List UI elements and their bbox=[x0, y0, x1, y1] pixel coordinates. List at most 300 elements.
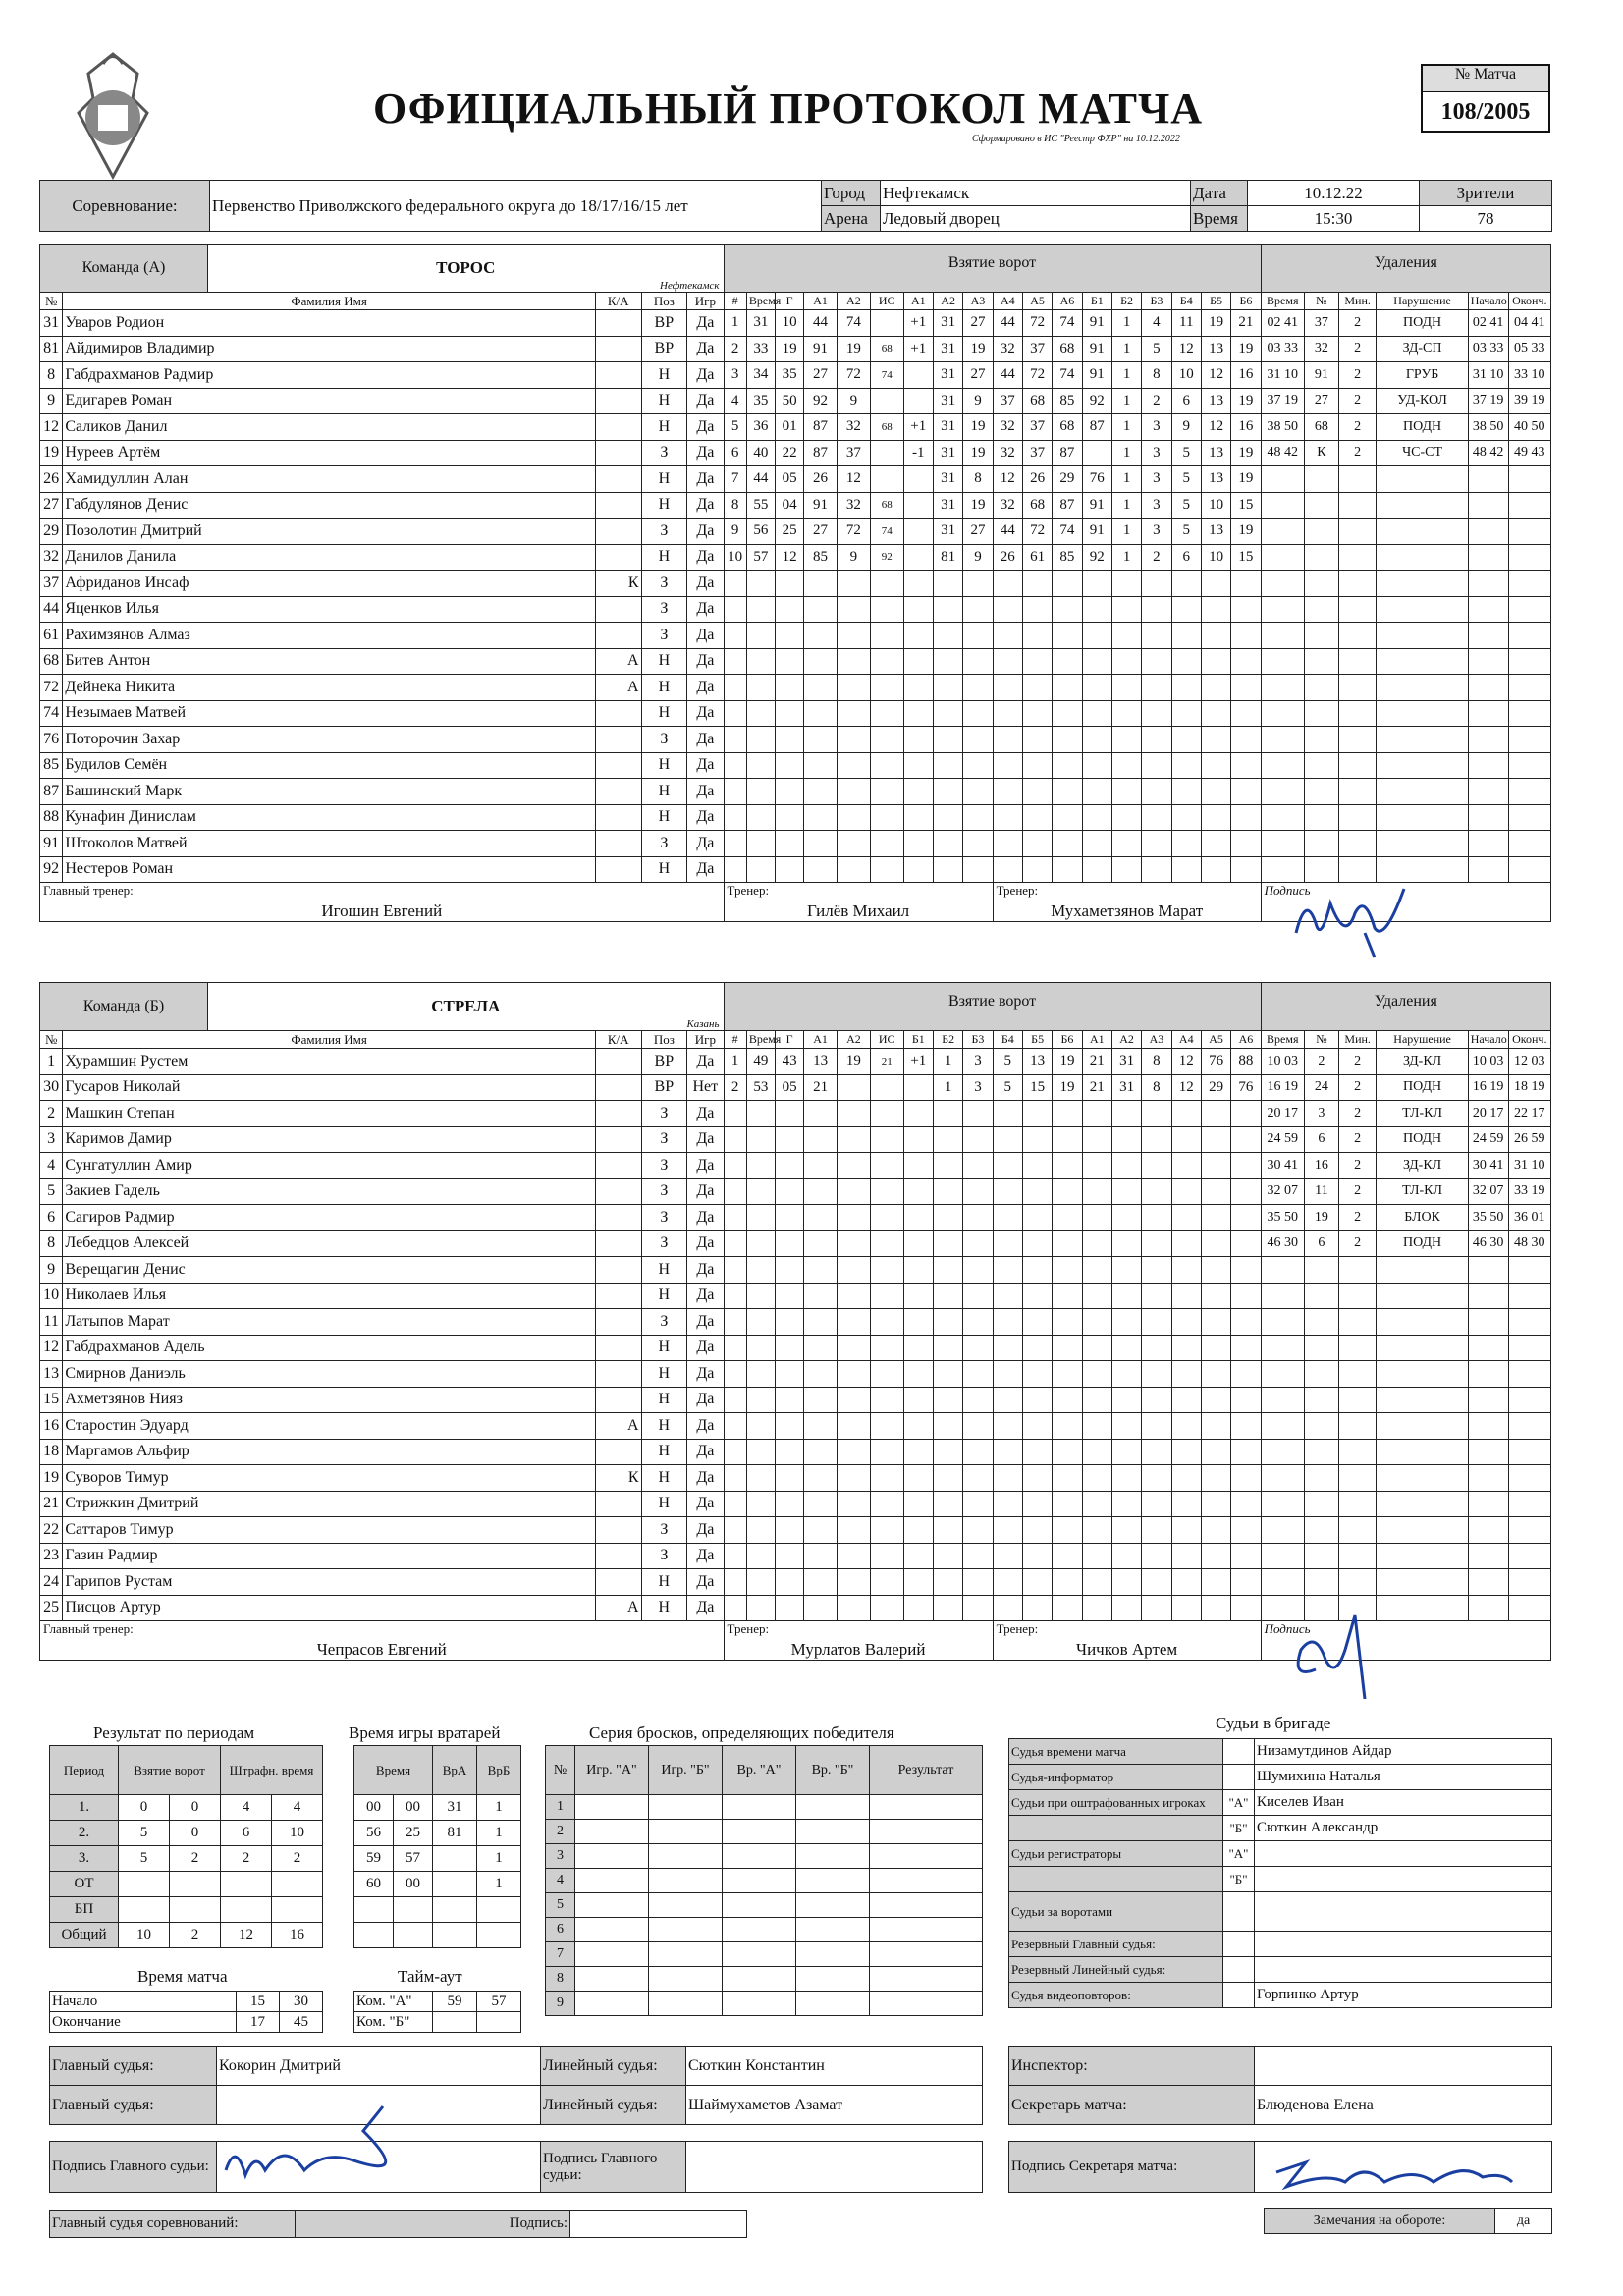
goal-cell bbox=[1022, 1257, 1052, 1284]
penalty-cell bbox=[1338, 1439, 1377, 1465]
penalty-min: 32 bbox=[1472, 1183, 1487, 1199]
goal-cell bbox=[746, 1569, 775, 1596]
penalty-min: 04 bbox=[1514, 314, 1529, 330]
goal-cell bbox=[776, 1543, 804, 1569]
player-row bbox=[40, 1126, 1551, 1153]
goal-cell bbox=[963, 675, 993, 701]
goal-cell: 27 bbox=[963, 310, 993, 337]
goal-cell bbox=[724, 700, 746, 727]
team-name: СТРЕЛА bbox=[431, 997, 501, 1015]
goal-cell: 35 bbox=[746, 388, 775, 414]
goal-cell bbox=[1171, 700, 1201, 727]
penalty-cell bbox=[1468, 1126, 1508, 1153]
penalty-cell bbox=[1304, 1257, 1338, 1284]
period-cell: ОТ bbox=[50, 1872, 119, 1897]
penalty-cell: ПОДН bbox=[1377, 310, 1468, 337]
referee-role: Судьи за воротами bbox=[1009, 1892, 1223, 1932]
goal-cell bbox=[746, 1283, 775, 1309]
goal-cell bbox=[746, 727, 775, 753]
penalty-cell bbox=[1468, 1543, 1508, 1569]
goal-cell bbox=[804, 1178, 838, 1205]
penalty-cell bbox=[1261, 1491, 1304, 1517]
player-played: Да bbox=[687, 1361, 724, 1388]
goal-cell bbox=[1171, 1361, 1201, 1388]
goal-cell bbox=[1142, 727, 1171, 753]
shootout-cell bbox=[649, 1992, 723, 2016]
team-label: Команда (Б) bbox=[40, 983, 208, 1030]
player-name: Смирнов Даниэль bbox=[63, 1361, 596, 1388]
match-end-h: 17 bbox=[237, 2012, 280, 2033]
goal-cell: -1 bbox=[903, 440, 933, 466]
player-played: Нет bbox=[687, 1074, 724, 1101]
goal-col: А2 bbox=[1111, 1031, 1141, 1049]
penalty-cell: ЗД-КЛ bbox=[1377, 1153, 1468, 1179]
player-role bbox=[595, 1387, 641, 1413]
page-title: ОФИЦИАЛЬНЫЙ ПРОТОКОЛ МАТЧА bbox=[373, 84, 1204, 133]
goal-cell bbox=[933, 1595, 962, 1621]
penalty-cell bbox=[1261, 1309, 1304, 1336]
goal-cell bbox=[870, 310, 903, 337]
penalty-cell bbox=[1508, 675, 1550, 701]
penalty-cell bbox=[1261, 1126, 1304, 1153]
goal-cell bbox=[870, 1491, 903, 1517]
goal-cell bbox=[776, 1439, 804, 1465]
goal-cell bbox=[870, 1387, 903, 1413]
player-position: Н bbox=[641, 1257, 687, 1284]
player-name: Стрижкин Дмитрий bbox=[63, 1491, 596, 1517]
goal-cell bbox=[1053, 804, 1082, 831]
penalty-min: 37 bbox=[1472, 393, 1487, 409]
goal-cell bbox=[804, 1205, 838, 1231]
goal-cell: 13 bbox=[1201, 388, 1230, 414]
goal-cell: 72 bbox=[1022, 519, 1052, 545]
penalty-cell bbox=[1304, 779, 1338, 805]
period-row bbox=[50, 1846, 323, 1872]
shootout-cell bbox=[575, 1942, 649, 1967]
goal-cell bbox=[870, 1543, 903, 1569]
goal-cell bbox=[1201, 1491, 1230, 1517]
goal-cell bbox=[933, 675, 962, 701]
goal-col: Б6 bbox=[1231, 293, 1261, 310]
goal-cell: 37 bbox=[993, 388, 1022, 414]
player-name: Яценков Илья bbox=[63, 596, 596, 623]
shootout-cell bbox=[723, 1820, 796, 1844]
match-number-label: № Матча bbox=[1423, 66, 1548, 92]
player-row bbox=[40, 1205, 1551, 1231]
goalie-row bbox=[354, 1923, 521, 1948]
player-played: Да bbox=[687, 648, 724, 675]
goal-cell bbox=[963, 1153, 993, 1179]
col-play: Игр bbox=[687, 293, 724, 310]
penalty-sec: 42 bbox=[1283, 445, 1298, 461]
goal-cell bbox=[903, 779, 933, 805]
goal-cell bbox=[870, 1595, 903, 1621]
goal-cell bbox=[1201, 1153, 1230, 1179]
goal-cell bbox=[903, 675, 933, 701]
goal-cell bbox=[1142, 831, 1171, 857]
goal-cell bbox=[776, 1126, 804, 1153]
penalty-cell: УД-КОЛ bbox=[1377, 388, 1468, 414]
penalty-cell bbox=[1377, 675, 1468, 701]
pen-col: № bbox=[1304, 293, 1338, 310]
penalty-cell: 32 bbox=[1304, 336, 1338, 362]
player-row bbox=[40, 1361, 1551, 1388]
goal-cell bbox=[1231, 1491, 1261, 1517]
goal-cell bbox=[804, 1413, 838, 1440]
goal-cell bbox=[746, 779, 775, 805]
goal-cell: 44 bbox=[993, 310, 1022, 337]
periods-table bbox=[49, 1745, 323, 1948]
penalty-cell bbox=[1261, 362, 1304, 389]
goal-cell bbox=[933, 1101, 962, 1127]
player-row bbox=[40, 310, 1551, 337]
goal-cell bbox=[724, 623, 746, 649]
penalty-cell: 2 bbox=[1338, 1101, 1377, 1127]
player-position: Н bbox=[641, 1569, 687, 1596]
goal-cell bbox=[724, 1205, 746, 1231]
period-cell bbox=[272, 1897, 323, 1923]
penalty-cell bbox=[1377, 544, 1468, 571]
date-value: 10.12.22 bbox=[1248, 181, 1420, 206]
goal-cell bbox=[1142, 1205, 1171, 1231]
head-coach-label: Главный тренер: bbox=[43, 883, 134, 898]
goal-cell: 91 bbox=[1082, 362, 1111, 389]
penalty-sec: 10 bbox=[1531, 366, 1545, 382]
player-role bbox=[595, 856, 641, 883]
goal-cell: 05 bbox=[776, 1074, 804, 1101]
goal-cell bbox=[1111, 675, 1141, 701]
goal-cell bbox=[870, 596, 903, 623]
goal-cell bbox=[1171, 1387, 1201, 1413]
goal-cell bbox=[1201, 1517, 1230, 1544]
goal-cell: 4 bbox=[1142, 310, 1171, 337]
goal-cell bbox=[1053, 1361, 1082, 1388]
shootout-cell bbox=[870, 1918, 983, 1942]
goal-cell bbox=[804, 1153, 838, 1179]
player-role: А bbox=[595, 648, 641, 675]
goal-cell bbox=[1082, 1517, 1111, 1544]
match-time-title: Время матча bbox=[137, 1967, 228, 1986]
player-row bbox=[40, 596, 1551, 623]
period-row bbox=[50, 1923, 323, 1948]
goalie-time-title: Время игры вратарей bbox=[349, 1723, 501, 1742]
penalty-cell bbox=[1468, 1049, 1508, 1075]
goal-cell bbox=[837, 779, 870, 805]
referee-row bbox=[1009, 1983, 1552, 2008]
goal-cell bbox=[1201, 804, 1230, 831]
sig-main-ref-label-2: Подпись Главного судьи: bbox=[541, 2142, 686, 2193]
penalty-cell bbox=[1508, 1178, 1550, 1205]
shootout-num: 8 bbox=[546, 1967, 575, 1992]
goal-cell bbox=[870, 1517, 903, 1544]
goal-cell bbox=[963, 1101, 993, 1127]
goal-cell: 68 bbox=[870, 336, 903, 362]
penalty-cell bbox=[1338, 1361, 1377, 1388]
goal-cell bbox=[933, 623, 962, 649]
goal-cell: 40 bbox=[746, 440, 775, 466]
shootout-table bbox=[545, 1745, 983, 2016]
sig-main-ref-label: Подпись Главного судьи: bbox=[50, 2142, 217, 2193]
sig-secretary-label: Подпись Секретаря матча: bbox=[1009, 2142, 1255, 2193]
arena-value: Ледовый дворец bbox=[881, 206, 1191, 232]
goal-cell bbox=[775, 700, 803, 727]
penalty-cell bbox=[1508, 1101, 1550, 1127]
goal-cell: 29 bbox=[1201, 1074, 1230, 1101]
penalty-cell bbox=[1304, 623, 1338, 649]
penalty-cell bbox=[1508, 571, 1550, 597]
goal-cell bbox=[1201, 1387, 1230, 1413]
shootout-cell bbox=[796, 1893, 870, 1918]
player-role bbox=[595, 804, 641, 831]
penalty-min: 39 bbox=[1514, 393, 1529, 409]
penalty-cell bbox=[1508, 1439, 1550, 1465]
goal-cell bbox=[837, 752, 870, 779]
player-name: Верещагин Денис bbox=[63, 1257, 596, 1284]
goal-cell bbox=[933, 700, 962, 727]
goal-cell: 15 bbox=[1231, 492, 1261, 519]
goal-cell bbox=[903, 1126, 933, 1153]
player-played: Да bbox=[687, 804, 724, 831]
goal-cell bbox=[724, 1178, 746, 1205]
goal-cell: 55 bbox=[746, 492, 775, 519]
goal-cell bbox=[1022, 1178, 1052, 1205]
penalty-min: 16 bbox=[1472, 1079, 1487, 1095]
player-position: З bbox=[641, 831, 687, 857]
goal-cell: 32 bbox=[993, 414, 1022, 441]
goal-cell bbox=[1142, 596, 1171, 623]
player-position: Н bbox=[641, 1283, 687, 1309]
penalty-sec: 19 bbox=[1489, 393, 1504, 409]
goal-cell bbox=[724, 1465, 746, 1492]
penalty-sec: 33 bbox=[1531, 341, 1545, 356]
goals-title: Взятие ворот bbox=[724, 983, 1261, 1031]
penalty-cell bbox=[1377, 1439, 1468, 1465]
goal-cell: 01 bbox=[775, 414, 803, 441]
penalty-cell bbox=[1261, 310, 1304, 337]
penalty-cell bbox=[1304, 1543, 1338, 1569]
player-row bbox=[40, 623, 1551, 649]
player-role bbox=[595, 310, 641, 337]
goal-cell bbox=[1142, 700, 1171, 727]
goal-cell: 2 bbox=[1142, 388, 1171, 414]
goal-cell: 8 bbox=[724, 492, 746, 519]
goal-cell bbox=[1201, 727, 1230, 753]
player-role: К bbox=[595, 571, 641, 597]
penalty-cell bbox=[1377, 1257, 1468, 1284]
penalty-cell bbox=[1261, 1439, 1304, 1465]
goal-cell bbox=[903, 1283, 933, 1309]
team-city: Казань bbox=[686, 1018, 720, 1030]
goal-cell bbox=[837, 804, 870, 831]
player-position: ВР bbox=[641, 1049, 687, 1075]
goal-cell bbox=[1201, 1283, 1230, 1309]
penalty-sec: 03 bbox=[1284, 1053, 1298, 1068]
remarks-value: да bbox=[1495, 2209, 1552, 2234]
goal-cell bbox=[1142, 1491, 1171, 1517]
period-cell bbox=[272, 1872, 323, 1897]
goal-cell bbox=[903, 1074, 933, 1101]
goal-cell bbox=[1171, 1569, 1201, 1596]
shootout-col: Игр. "А" bbox=[575, 1746, 649, 1795]
goal-cell bbox=[724, 1387, 746, 1413]
penalty-min: 31 bbox=[1267, 366, 1281, 382]
goal-cell bbox=[963, 1309, 993, 1336]
goal-cell: 9 bbox=[963, 544, 993, 571]
penalty-sec: 50 bbox=[1284, 1209, 1298, 1225]
player-number: 5 bbox=[40, 1178, 63, 1205]
goal-cell bbox=[1082, 1101, 1111, 1127]
player-role bbox=[595, 362, 641, 389]
referee-side bbox=[1223, 1983, 1255, 2008]
penalty-cell bbox=[1338, 856, 1377, 883]
player-number: 18 bbox=[40, 1439, 63, 1465]
goal-cell bbox=[1231, 1205, 1261, 1231]
goal-cell bbox=[1231, 1595, 1261, 1621]
goal-cell: 3 bbox=[963, 1074, 993, 1101]
player-number: 31 bbox=[40, 310, 63, 337]
goal-col: А4 bbox=[993, 293, 1022, 310]
penalty-cell bbox=[1468, 623, 1508, 649]
penalty-cell bbox=[1508, 1517, 1550, 1544]
penalty-cell: БЛОК bbox=[1377, 1205, 1468, 1231]
player-row bbox=[40, 571, 1551, 597]
goal-cell bbox=[1231, 700, 1261, 727]
goal-cell bbox=[1111, 1230, 1141, 1257]
goal-cell bbox=[1111, 1178, 1141, 1205]
penalty-cell bbox=[1304, 1335, 1338, 1361]
player-name: Хамидуллин Алан bbox=[63, 466, 596, 493]
goal-cell: 10 bbox=[724, 544, 746, 571]
player-row bbox=[40, 1074, 1551, 1101]
goal-cell bbox=[1142, 1413, 1171, 1440]
penalty-min: 40 bbox=[1514, 418, 1529, 434]
goal-cell bbox=[963, 1257, 993, 1284]
pen-col: Начало bbox=[1468, 293, 1508, 310]
goal-cell bbox=[870, 1101, 903, 1127]
col-num: № bbox=[40, 293, 63, 310]
referee-side: "А" bbox=[1223, 1841, 1255, 1867]
goal-cell bbox=[993, 1101, 1022, 1127]
penalty-cell bbox=[1508, 1335, 1550, 1361]
penalty-min: 33 bbox=[1514, 366, 1529, 382]
penalty-cell bbox=[1338, 1309, 1377, 1336]
period-cell: 2. bbox=[50, 1821, 119, 1846]
goal-cell bbox=[1022, 831, 1052, 857]
goal-col: А2 bbox=[837, 293, 870, 310]
penalty-cell bbox=[1468, 1361, 1508, 1388]
penalty-min: 46 bbox=[1472, 1235, 1487, 1251]
goal-cell bbox=[746, 1153, 775, 1179]
goalie-row bbox=[354, 1846, 521, 1872]
goal-cell: 87 bbox=[804, 440, 838, 466]
goal-cell bbox=[1142, 779, 1171, 805]
player-number: 21 bbox=[40, 1491, 63, 1517]
goal-cell: 76 bbox=[1201, 1049, 1230, 1075]
goal-cell: 19 bbox=[1053, 1074, 1082, 1101]
player-row bbox=[40, 700, 1551, 727]
player-number: 9 bbox=[40, 388, 63, 414]
penalty-sec: 07 bbox=[1489, 1183, 1504, 1199]
player-name: Писцов Артур bbox=[63, 1595, 596, 1621]
penalty-cell bbox=[1468, 1465, 1508, 1492]
goal-cell: 72 bbox=[1022, 362, 1052, 389]
goal-cell bbox=[1231, 1283, 1261, 1309]
goal-cell bbox=[724, 1413, 746, 1440]
goal-cell bbox=[903, 1387, 933, 1413]
goal-cell bbox=[1142, 752, 1171, 779]
player-number: 44 bbox=[40, 596, 63, 623]
penalty-cell: 2 bbox=[1338, 1153, 1377, 1179]
penalty-min: 30 bbox=[1472, 1157, 1487, 1173]
info-table bbox=[39, 180, 1552, 232]
goal-cell: 34 bbox=[746, 362, 775, 389]
goal-cell bbox=[724, 1101, 746, 1127]
penalty-sec: 03 bbox=[1531, 1053, 1545, 1068]
penalty-cell bbox=[1377, 1465, 1468, 1492]
goalie-cell: 81 bbox=[433, 1821, 477, 1846]
timeout-title: Тайм-аут bbox=[398, 1967, 462, 1986]
goal-cell bbox=[746, 596, 775, 623]
goal-cell bbox=[870, 1153, 903, 1179]
goal-cell bbox=[1231, 804, 1261, 831]
goal-cell bbox=[1022, 1126, 1052, 1153]
goal-cell bbox=[1022, 675, 1052, 701]
goalie-cell bbox=[433, 1846, 477, 1872]
player-row bbox=[40, 1101, 1551, 1127]
penalty-cell bbox=[1261, 779, 1304, 805]
shootout-num: 7 bbox=[546, 1942, 575, 1967]
goal-cell: +1 bbox=[903, 1049, 933, 1075]
goal-cell bbox=[724, 1230, 746, 1257]
player-number: 88 bbox=[40, 804, 63, 831]
goal-cell bbox=[1082, 700, 1111, 727]
shootout-col: Результат bbox=[870, 1746, 983, 1795]
player-position: З bbox=[641, 1230, 687, 1257]
player-number: 68 bbox=[40, 648, 63, 675]
goal-cell bbox=[1171, 1257, 1201, 1284]
penalty-cell bbox=[1508, 1205, 1550, 1231]
goal-cell bbox=[746, 1387, 775, 1413]
penalty-cell bbox=[1261, 414, 1304, 441]
main-ref-signature bbox=[216, 2102, 432, 2200]
goal-cell bbox=[903, 362, 933, 389]
player-role bbox=[595, 1074, 641, 1101]
shootout-cell bbox=[723, 1795, 796, 1820]
player-number: 37 bbox=[40, 571, 63, 597]
goal-cell bbox=[963, 831, 993, 857]
player-played: Да bbox=[687, 1595, 724, 1621]
goal-cell: 1 bbox=[724, 310, 746, 337]
penalty-cell bbox=[1508, 1361, 1550, 1388]
head-coach: Игошин Евгений bbox=[321, 902, 443, 920]
goal-cell bbox=[1231, 648, 1261, 675]
goal-cell bbox=[1201, 1309, 1230, 1336]
penalty-cell bbox=[1261, 1465, 1304, 1492]
player-row bbox=[40, 856, 1551, 883]
period-row bbox=[50, 1872, 323, 1897]
penalty-cell bbox=[1377, 596, 1468, 623]
goal-cell bbox=[837, 1361, 870, 1388]
period-cell: 0 bbox=[170, 1795, 221, 1821]
goal-cell bbox=[1082, 727, 1111, 753]
team-label: Команда (А) bbox=[40, 245, 208, 292]
penalty-cell bbox=[1508, 1283, 1550, 1309]
goal-cell: 1 bbox=[1111, 388, 1141, 414]
goal-cell bbox=[775, 675, 803, 701]
referee-role: Судья времени матча bbox=[1009, 1739, 1223, 1765]
goal-cell bbox=[993, 1569, 1022, 1596]
goal-cell: 8 bbox=[1142, 1074, 1171, 1101]
